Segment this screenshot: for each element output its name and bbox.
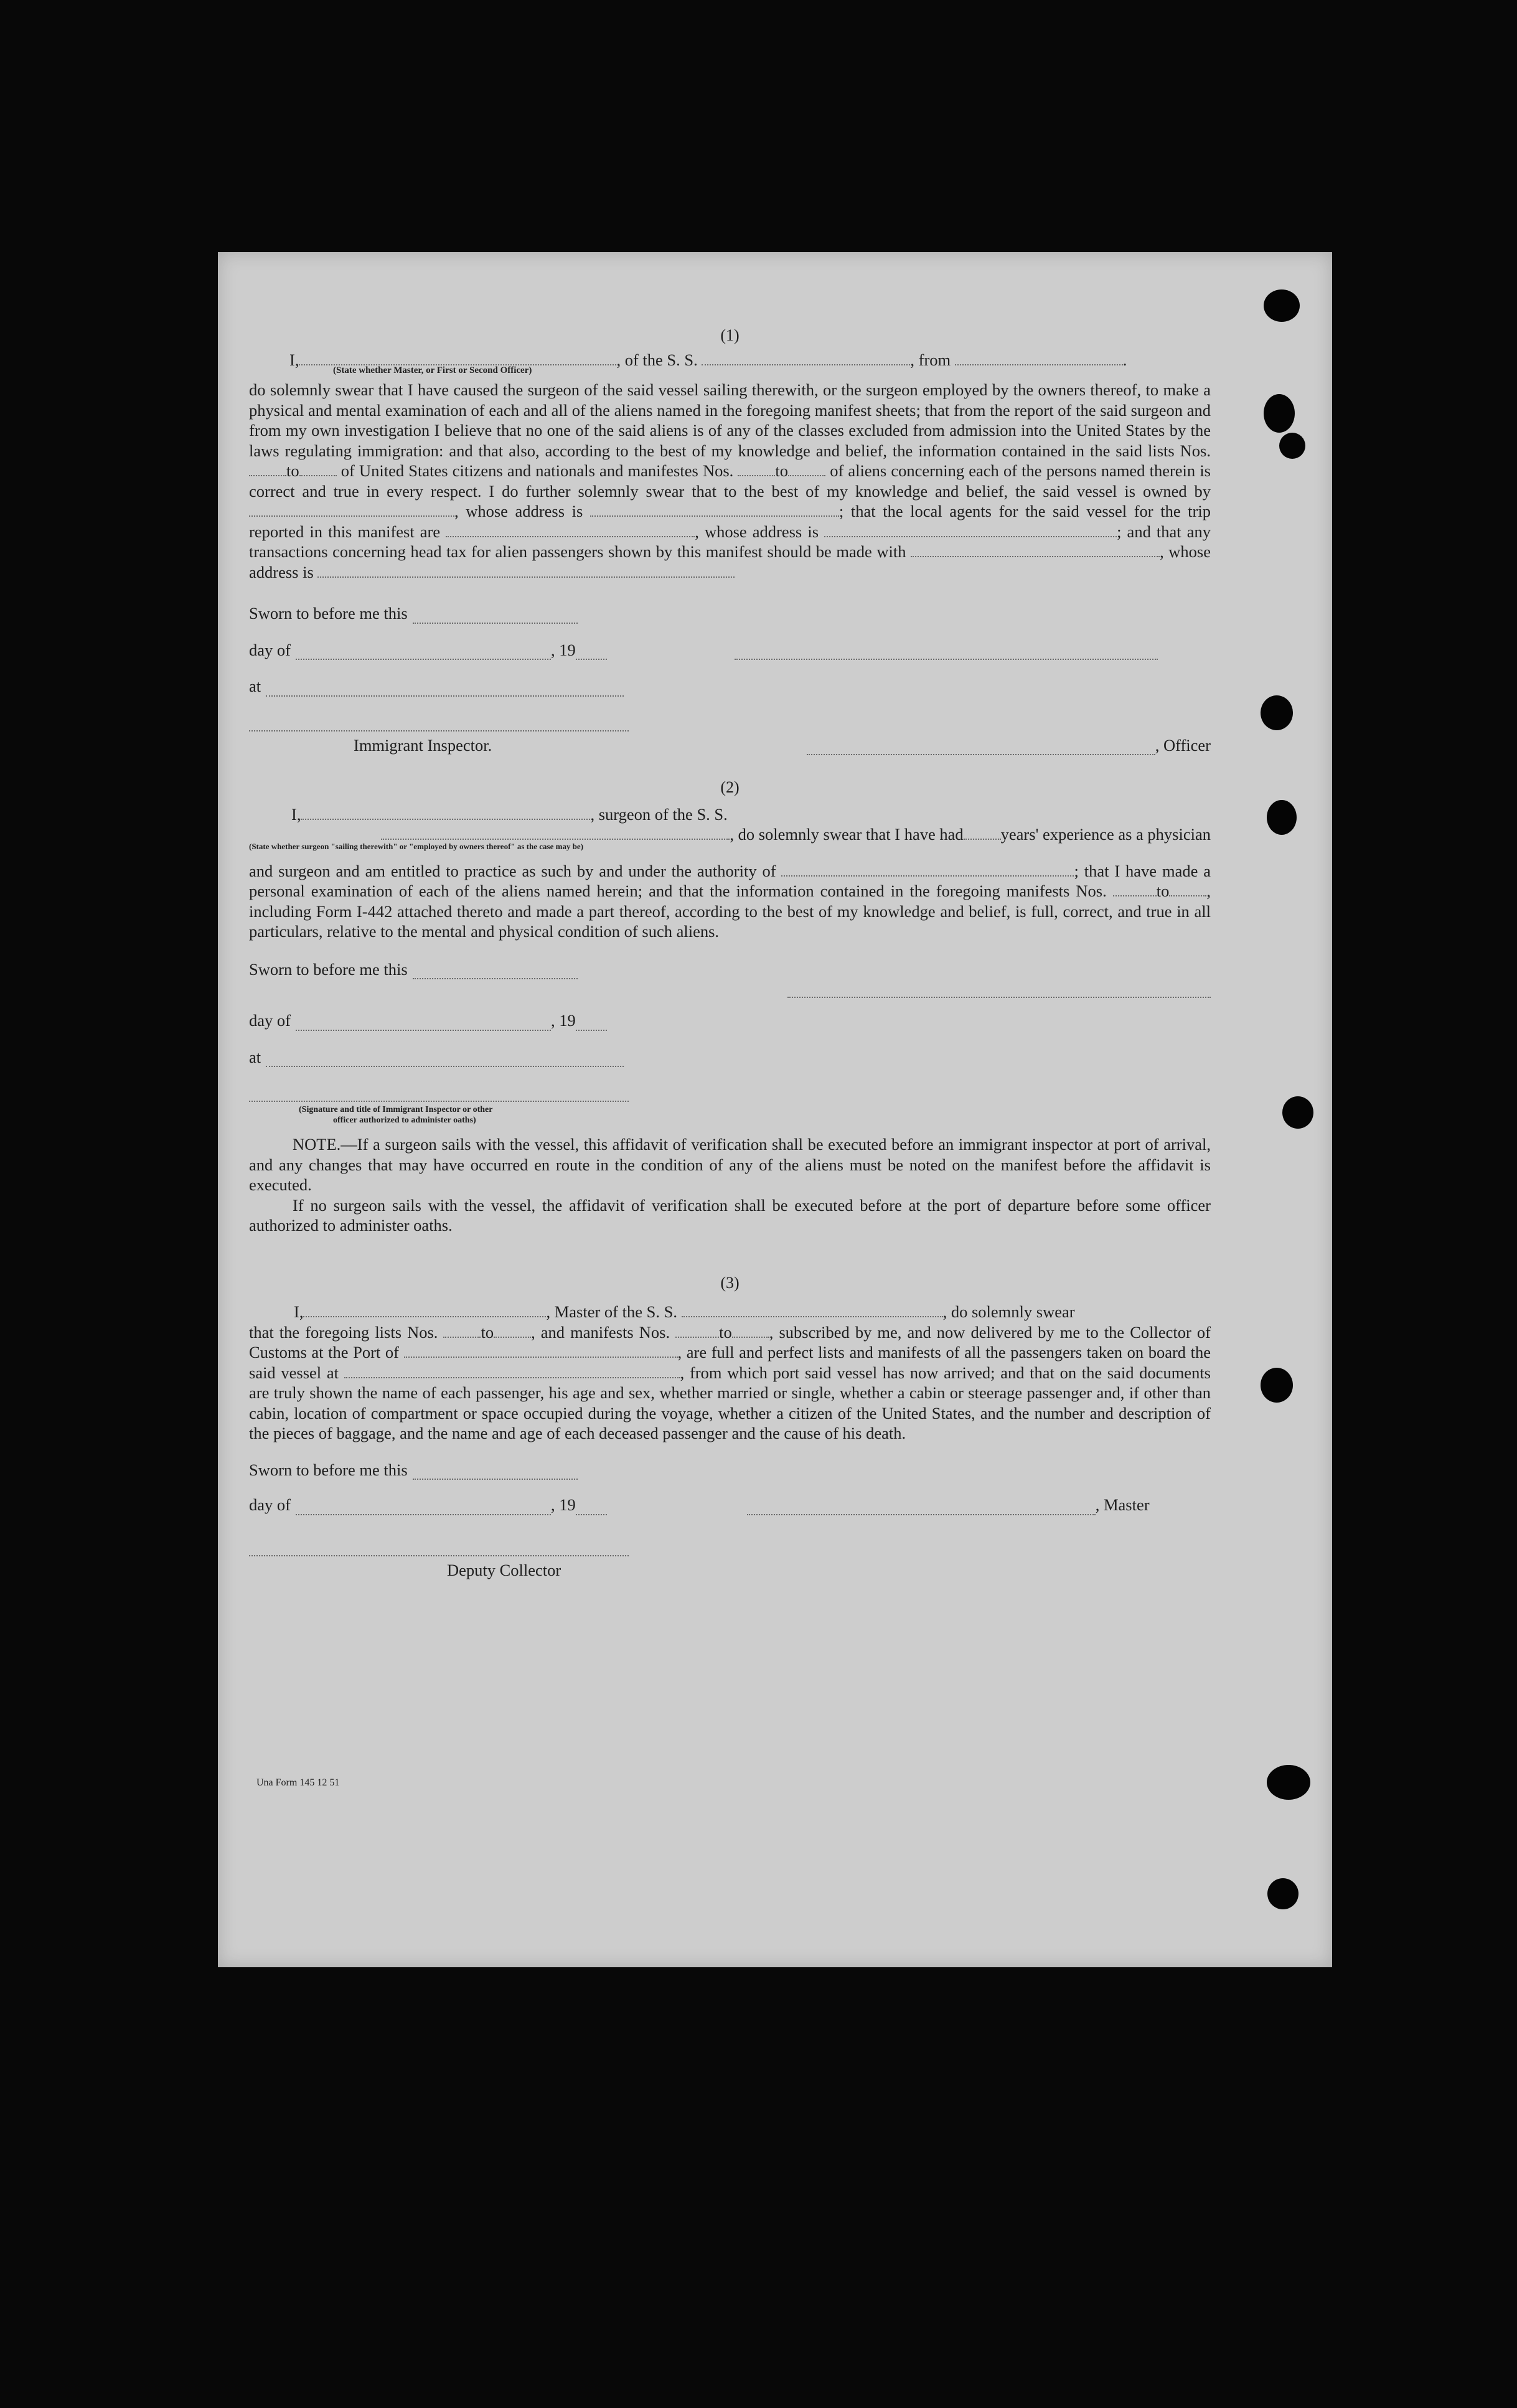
text: I, [291, 804, 301, 824]
punch-hole [1267, 1765, 1310, 1800]
blank[interactable] [249, 463, 286, 476]
year-label: , 19 [550, 1011, 576, 1030]
blank-year[interactable] [576, 1015, 607, 1031]
blank-agents-address[interactable] [824, 524, 1117, 537]
text: , are full and perfect lists and manifests of all the passengers taken on board the said vessel at [249, 1343, 1211, 1382]
blank-from-port[interactable] [955, 352, 1123, 365]
blank[interactable] [1113, 883, 1157, 896]
surgeon-signature-line[interactable] [787, 982, 1211, 998]
section-1-body [249, 380, 1211, 582]
blank-vessel-name[interactable] [682, 1304, 943, 1317]
year-label: , 19 [550, 640, 576, 659]
inspector-signature-line[interactable] [249, 1086, 629, 1102]
text: . [1122, 350, 1127, 369]
blank-officer-rank[interactable] [299, 352, 616, 365]
text: whose address is [249, 542, 1211, 581]
punch-hole [1267, 800, 1297, 835]
blank-location[interactable] [266, 680, 624, 697]
signature-note-1: (Signature and title of Immigrant Inspector or other [299, 1105, 493, 1114]
text: , Master of the S. S. [546, 1302, 677, 1321]
year-label: , 19 [550, 1495, 576, 1514]
blank[interactable] [443, 1324, 481, 1338]
text: ; and that any transactions concerning head tax for alien passengers shown by this manifest should be made with [249, 522, 1211, 561]
note-paragraph [249, 1134, 1211, 1195]
at-label: at [249, 1047, 261, 1066]
signature-note-2: officer authorized to administer oaths) [333, 1116, 476, 1125]
deputy-collector-label: Deputy Collector [447, 1560, 561, 1579]
blank-year[interactable] [576, 644, 607, 660]
blank-month[interactable] [296, 1015, 551, 1031]
master-label: , Master [1095, 1495, 1150, 1514]
text: years' experience as a physician [1000, 825, 1211, 844]
form-code: Una Form 145 12 51 [256, 1777, 340, 1788]
signature-line[interactable] [735, 644, 1158, 660]
blank[interactable] [738, 463, 775, 476]
affidavit-section-1 [249, 326, 1211, 755]
inspector-signature-line[interactable] [249, 715, 629, 731]
blank-year[interactable] [576, 1499, 607, 1515]
text: of United States citizens and nationals and manifestes Nos. [341, 461, 734, 480]
section-number: (3) [720, 1273, 740, 1292]
affidavit-section-3 [249, 1273, 1211, 1581]
text: and surgeon and am entitled to practice as such by and under the authority of [249, 861, 776, 880]
deputy-signature-line[interactable] [249, 1540, 629, 1556]
blank[interactable] [299, 463, 337, 476]
affidavit-content [249, 326, 1211, 1580]
blank-authority[interactable] [781, 863, 1074, 877]
sworn-label: Sworn to before me this [249, 1460, 408, 1479]
text: to [286, 461, 299, 480]
text: , from [910, 350, 951, 369]
text: ; that the local agents for the said vessel for the trip reported in this manifest are [249, 502, 1211, 541]
blank-location[interactable] [266, 1051, 624, 1067]
officer-signature-line[interactable] [807, 739, 1155, 755]
section-2-body [249, 861, 1211, 942]
officer-label: , Officer [1155, 735, 1211, 755]
blank-month[interactable] [296, 1499, 551, 1515]
at-label: at [249, 677, 261, 695]
text: , from which port said vessel has now arrived; and that on the said documents are truly shown the name of each passenger, his age and sex, whether married or single, whether a cabin or steerage passenger and, if other than cabin, location of compartment or space occupied during the voyage, whether a citizen of the United States, and the number and description of the pieces of baggage, and the name and age of each deceased passenger and the cause of his death. [249, 1363, 1211, 1442]
blank-vessel-name[interactable] [702, 352, 910, 365]
text: , [1160, 542, 1164, 561]
text: , whose address is [454, 502, 583, 520]
text: to [1156, 882, 1170, 900]
day-of-label: day of [249, 1495, 291, 1514]
text: to [775, 461, 789, 480]
blank[interactable] [1169, 883, 1206, 896]
note-paragraph-2 [249, 1195, 1211, 1236]
text: I, [294, 1302, 304, 1321]
field-note: (State whether Master, or First or Second Officer) [333, 365, 532, 375]
text: , surgeon of the S. S. [590, 804, 728, 824]
punch-hole [1261, 695, 1293, 730]
text: , do solemnly swear [942, 1302, 1075, 1321]
punch-hole [1264, 289, 1300, 322]
day-of-label: day of [249, 640, 291, 659]
blank[interactable] [788, 463, 825, 476]
master-signature-line[interactable] [747, 1499, 1096, 1515]
text: to [719, 1322, 732, 1342]
sworn-label: Sworn to before me this [249, 959, 408, 979]
blank-month[interactable] [296, 644, 551, 660]
blank-master-name[interactable] [303, 1304, 546, 1317]
sworn-label: Sworn to before me this [249, 604, 408, 623]
blank[interactable] [494, 1324, 531, 1338]
blank-surgeon-status[interactable] [381, 826, 730, 840]
text: , and manifests Nos. [531, 1322, 670, 1342]
blank-agents[interactable] [446, 524, 695, 537]
blank-owner[interactable] [249, 503, 454, 517]
text: , including Form I-442 attached thereto and made a part thereof, according to the best of my knowledge and belief, is full, correct, and true in all particulars, relative to the mental and physical condition of such aliens. [249, 882, 1211, 941]
blank-owner-address[interactable] [590, 503, 839, 517]
punch-hole [1282, 1096, 1313, 1129]
blank-sworn-date[interactable] [413, 608, 578, 624]
field-note: (State whether surgeon "sailing therewith" or "employed by owners thereof" as the case may be) [249, 841, 584, 851]
section-3-body [249, 1322, 1211, 1444]
blank-sworn-date[interactable] [413, 1464, 578, 1480]
text: I, [289, 350, 299, 369]
affidavit-section-2 [249, 778, 1211, 1236]
blank[interactable] [675, 1324, 719, 1338]
text: do solemnly swear that I have caused the surgeon of the said vessel sailing therewith, or the surgeon employed by the owners thereof, to make a physical and mental examination of each and all of the aliens named in the foregoing manifest sheets; that from the report of the said surgeon and from my own investigation I believe that no one of the said aliens is of any of the classes excluded from admission into the United States by the laws regulating immigration: and that also, according to the best of my knowledge and belief, the information contained in the said lists Nos. [249, 380, 1211, 460]
punch-hole [1279, 433, 1305, 459]
blank-head-tax-party[interactable] [911, 543, 1160, 557]
day-of-label: day of [249, 1011, 291, 1030]
blank-surgeon-name[interactable] [301, 806, 590, 820]
note-text: If no surgeon sails with the vessel, the affidavit of verification shall be executed before at the port of departure before some officer authorized to administer oaths. [249, 1195, 1211, 1235]
section-number: (1) [720, 326, 740, 344]
blank-sworn-date[interactable] [413, 963, 578, 979]
blank-port[interactable] [404, 1344, 678, 1358]
immigrant-inspector-label: Immigrant Inspector. [354, 735, 492, 755]
manifest-affidavit-sheet [218, 252, 1332, 1967]
text: that the foregoing lists Nos. [249, 1322, 438, 1342]
punch-hole [1261, 1368, 1293, 1403]
punch-hole [1264, 394, 1295, 433]
note-text: NOTE.—If a surgeon sails with the vessel, this affidavit of verification shall be executed before an immigrant inspector at port of arrival, and any changes that may have occurred en route in the condition of any of the aliens must be noted on the manifest before the affidavit is executed. [249, 1135, 1211, 1194]
blank-years[interactable] [964, 826, 1001, 840]
blank-head-tax-address[interactable] [317, 564, 735, 578]
punch-hole [1267, 1878, 1299, 1909]
blank[interactable] [732, 1324, 769, 1338]
text: , subscribed by me, and now delivered by me to the Collector of Customs at the Port of [249, 1322, 1211, 1362]
section-number: (2) [720, 778, 740, 796]
text: of aliens concerning each of the persons named therein is correct and true in every respect. I do further solemnly swear that to the best of my knowledge and belief, the said vessel is owned by [249, 461, 1211, 501]
text: , of the S. S. [616, 350, 698, 369]
text: to [481, 1322, 494, 1342]
text: ; that I have made a personal examination of each of the aliens named herein; and that the information contained in the foregoing manifests Nos. [249, 861, 1211, 900]
text: , do solemnly swear that I have had [730, 825, 964, 844]
text: , whose address is [695, 522, 819, 541]
blank-port-of-departure[interactable] [344, 1365, 680, 1378]
